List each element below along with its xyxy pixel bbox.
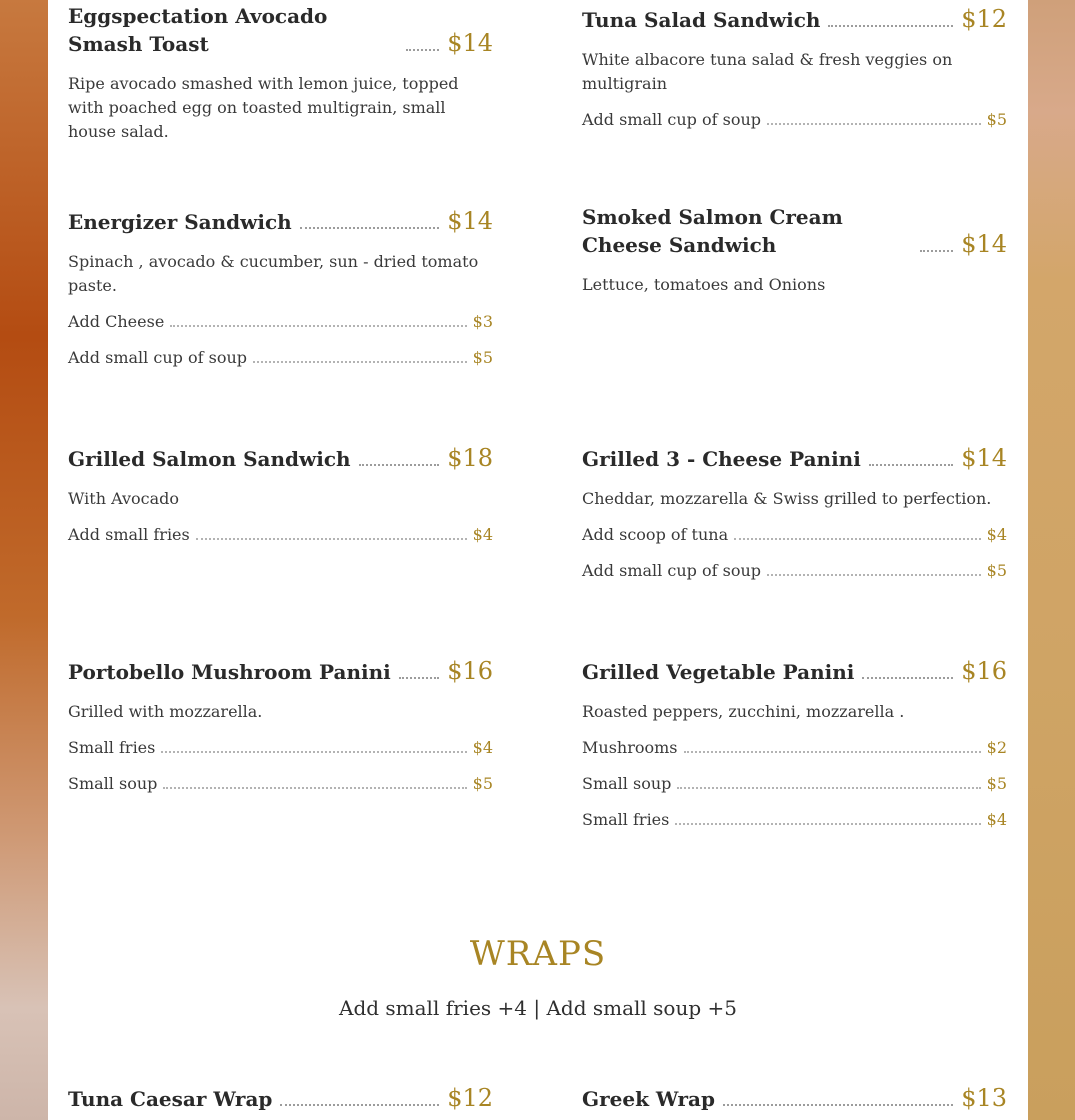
menu-item-title: Energizer Sandwich <box>68 210 292 234</box>
menu-item-portobello-panini[interactable] <box>68 656 493 796</box>
addon-leader <box>675 823 980 825</box>
addon-row[interactable] <box>582 736 1007 760</box>
price-leader <box>300 227 440 229</box>
menu-item-description: With Avocado <box>68 489 180 508</box>
menu-item-avocado-toast[interactable] <box>68 2 493 144</box>
addon-price: $5 <box>986 774 1007 793</box>
menu-item-description: Cheddar, mozzarella & Swiss grilled to perfection. <box>582 489 992 508</box>
menu-item-title: Smoked Salmon Cream Cheese Sandwich <box>582 205 843 257</box>
price-leader <box>920 250 953 252</box>
addon-label: Mushrooms <box>582 738 678 757</box>
addon-label: Small soup <box>582 774 672 793</box>
addon-price: $2 <box>986 738 1007 757</box>
price-leader <box>723 1104 953 1106</box>
menu-item-price: $14 <box>961 444 1007 472</box>
menu-item-grilled-vegetable-panini[interactable] <box>582 656 1007 832</box>
addon-label: Add small cup of soup <box>582 110 761 129</box>
price-leader <box>359 464 440 466</box>
price-leader <box>399 677 439 679</box>
addon-leader <box>677 787 980 789</box>
menu-item-price: $14 <box>961 230 1007 258</box>
menu-item-description: Grilled with mozzarella. <box>68 702 263 721</box>
addon-label: Add small cup of soup <box>68 348 247 367</box>
menu-item-title: Portobello Mushroom Panini <box>68 660 391 684</box>
menu-item-title: Grilled 3 - Cheese Panini <box>582 447 861 471</box>
price-leader <box>862 677 953 679</box>
addon-row[interactable] <box>582 808 1007 832</box>
menu-item-tuna-salad-sandwich[interactable] <box>582 4 1007 132</box>
addon-price: $5 <box>472 348 493 367</box>
addon-price: $4 <box>986 525 1007 544</box>
menu-item-description: Roasted peppers, zucchini, mozzarella . <box>582 702 905 721</box>
addon-label: Add small fries <box>68 525 190 544</box>
menu-item-price: $16 <box>961 657 1007 685</box>
addon-leader <box>767 574 981 576</box>
menu-item-title: Grilled Vegetable Panini <box>582 660 855 684</box>
addon-leader <box>767 123 981 125</box>
menu-item-tuna-caesar-wrap[interactable] <box>68 1083 493 1113</box>
menu-item-price: $14 <box>447 29 493 57</box>
addon-price: $5 <box>986 561 1007 580</box>
addon-row[interactable] <box>582 772 1007 796</box>
addon-price: $3 <box>472 312 493 331</box>
section-subtitle-wraps: Add small fries +4 | Add small soup +5 <box>339 996 737 1020</box>
section-title-wraps: WRAPS <box>469 934 607 974</box>
menu-item-description: White albacore tuna salad & fresh veggies on multigrain <box>582 50 953 93</box>
menu-item-price: $13 <box>961 1084 1007 1112</box>
menu-item-description: Spinach , avocado & cucumber, sun - dried tomato paste. <box>68 252 479 295</box>
addon-price: $5 <box>472 774 493 793</box>
addon-label: Add scoop of tuna <box>582 525 729 544</box>
addon-row[interactable] <box>68 772 493 796</box>
addon-label: Small fries <box>582 810 670 829</box>
addon-row[interactable] <box>68 346 493 370</box>
price-leader <box>406 49 439 51</box>
menu-item-price: $14 <box>447 207 493 235</box>
price-leader <box>828 25 953 27</box>
menu-item-price: $18 <box>447 444 493 472</box>
menu-item-energizer-sandwich[interactable] <box>68 206 493 370</box>
addon-leader <box>161 751 466 753</box>
menu-item-grilled-cheese-panini[interactable] <box>582 443 1007 583</box>
addon-row[interactable] <box>68 310 493 334</box>
addon-row[interactable] <box>68 736 493 760</box>
addon-leader <box>684 751 981 753</box>
addon-price: $4 <box>472 738 493 757</box>
menu-item-price: $12 <box>447 1084 493 1112</box>
menu-page <box>48 0 1028 1120</box>
addon-price: $5 <box>986 110 1007 129</box>
addon-label: Add Cheese <box>68 312 165 331</box>
menu-item-title: Tuna Salad Sandwich <box>582 8 821 32</box>
menu-item-price: $16 <box>447 657 493 685</box>
menu-item-description: Lettuce, tomatoes and Onions <box>582 275 826 294</box>
addon-label: Small soup <box>68 774 158 793</box>
addon-leader <box>734 538 981 540</box>
addon-row[interactable] <box>582 559 1007 583</box>
addon-leader <box>170 325 466 327</box>
background-right <box>1028 0 1075 1120</box>
menu-item-greek-wrap[interactable] <box>582 1083 1007 1113</box>
addon-leader <box>163 787 466 789</box>
addon-leader <box>196 538 467 540</box>
menu-item-title: Grilled Salmon Sandwich <box>68 447 351 471</box>
background-left <box>0 0 48 1120</box>
menu-item-description: Ripe avocado smashed with lemon juice, topped with poached egg on toasted multigrain, small house salad. <box>68 74 459 141</box>
addon-label: Add small cup of soup <box>582 561 761 580</box>
addon-row[interactable] <box>582 523 1007 547</box>
addon-label: Small fries <box>68 738 156 757</box>
menu-item-title: Eggspectation Avocado Smash Toast <box>68 4 328 56</box>
menu-item-price: $12 <box>961 5 1007 33</box>
price-leader <box>869 464 953 466</box>
addon-row[interactable] <box>582 108 1007 132</box>
price-leader <box>280 1104 439 1106</box>
menu-item-grilled-salmon-sandwich[interactable] <box>68 443 493 547</box>
menu-item-smoked-salmon-sandwich[interactable] <box>582 203 1007 297</box>
addon-price: $4 <box>986 810 1007 829</box>
menu-item-title: Tuna Caesar Wrap <box>68 1087 273 1111</box>
addon-price: $4 <box>472 525 493 544</box>
addon-leader <box>253 361 467 363</box>
menu-item-title: Greek Wrap <box>582 1087 715 1111</box>
addon-row[interactable] <box>68 523 493 547</box>
